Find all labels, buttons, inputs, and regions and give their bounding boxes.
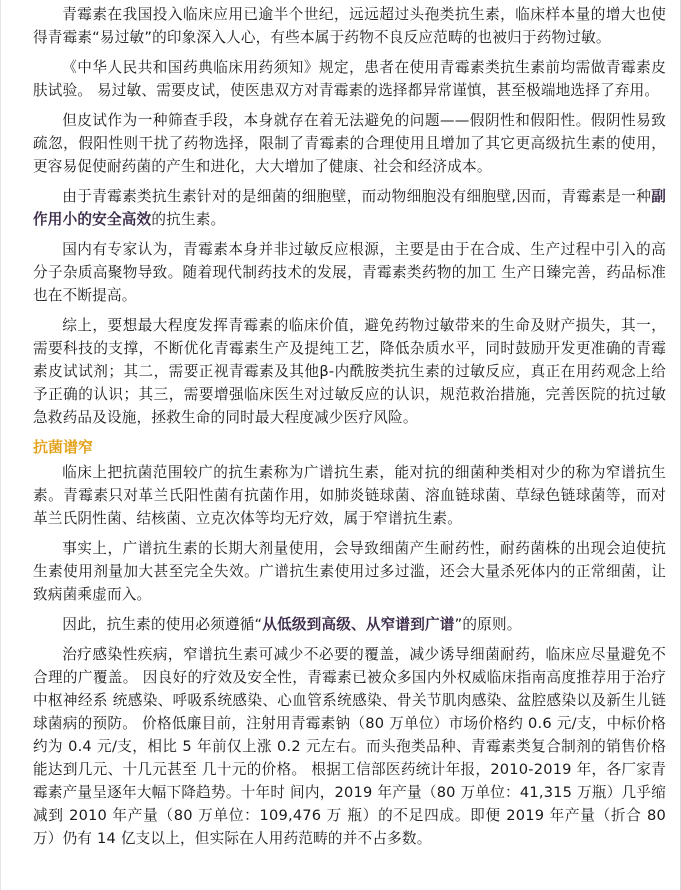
- text-segment: 由于青霉素类抗生素针对的是细菌的细胞壁，而动物细胞没有细胞壁,因而，青霉素是一种: [62, 188, 652, 205]
- paragraph-summary: 综上，要想最大程度发挥青霉素的临床价值，避免药物过敏带来的生命及财产损失，其一， 需要科技的支撑，不断优化青霉素生产及提纯工艺，降低杂质水平，同时鼓励开发更准确的青霉 素皮试试剂；其二，需要正视青霉素及其他β-内酰胺类抗生素的过敏反应，真正在用药观念上给 予正确的认识；其三，需要增强临床医生对过敏反应的认识，规范救治措施，完善医院的抗过敏急救药品及设施，拯救生命的同时最大程度减少医疗风险。: [33, 317, 666, 426]
- paragraph-skin-test-rule: 《中华人民共和国药典临床用药须知》规定，患者在使用青霉素类抗生素前均需做青霉素皮肤试验。 易过敏、需要皮试，使医患双方对青霉素的选择都异常谨慎，甚至极端地选择了弃用。: [33, 59, 666, 99]
- section-heading-narrow-spectrum: 抗菌谱窄: [33, 438, 94, 456]
- paragraph-price-production: 治疗感染性疾病，窄谱抗生素可减少不必要的覆盖，减少诱导细菌耐药，临床应尽量避免不合理的广覆盖。 因良好的疗效及安全性，青霉素已被众多国内外权威临床指南高度推荐用于治疗中枢神经系 统感染、呼吸系统感染、心血管系统感染、骨关节肌肉感染、盆腔感染以及新生儿链球菌病的预防。 价格低廉目前，注射用青霉素钠（80 万单位）市场价格约 0.6 元/支，中标价格约为 0.4 元/支，相比 5 年前仅上涨 0.2 元左右。而头孢类品种、青霉素类复合制剂的销售价格能达到几元、十几元甚至 几十元的价格。 根据工信部医药统计年报，2010-2019 年，各厂家青霉素产量呈逐年大幅下降趋势。十年时 间内，2019 年产量（80 万单位：41,315 万瓶）几乎缩减到 2010 年产量（80 万单位：109,476 万 瓶）的不足四成。即便 2019 年产量（折合 80 万）仍有 14 亿支以上，但实际在人用药范畴的并不占多数。: [33, 646, 666, 847]
- paragraph-history: 青霉素在我国投入临床应用已逾半个世纪，远远超过头孢类抗生素，临床样本量的增大也使得青霉素“易过敏”的印象深入人心，有些本属于药物不良反应范畴的也被归于药物过敏。: [33, 6, 666, 46]
- text-segment: ”的原则。: [454, 616, 522, 633]
- text-segment: 因此，抗生素的使用必须遵循“: [62, 616, 263, 633]
- paragraph-false-results: 但皮试作为一种筛查手段，本身就存在着无法避免的问题——假阴性和假阳性。假阴性易致疏忽，假阳性则干扰了药物选择，限制了青霉素的合理使用且增加了其它更高级抗生素的使用，更容易促使耐药菌的产生和进化，大大增加了健康、社会和经济成本。: [33, 112, 666, 175]
- highlight-safe-effective: 副作用小的安全高效: [33, 188, 666, 228]
- paragraph-cell-wall: [33, 185, 666, 231]
- text-segment: 的抗生素。: [151, 211, 226, 228]
- paragraph-resistance: 事实上，广谱抗生素的长期大剂量使用，会导致细菌产生耐药性，耐药菌株的出现会迫使抗 生素使用剂量加大甚至完全失效。广谱抗生素使用过多过滥，还会大量杀死体内的正常细菌，让 致病菌乘虚而入。: [33, 540, 666, 603]
- paragraph-spectrum-definition: 临床上把抗菌范围较广的抗生素称为广谱抗生素，能对抗的细菌种类相对少的称为窄谱抗生素。青霉素只对革兰氏阳性菌有抗菌作用，如肺炎链球菌、溶血链球菌、草绿色链球菌等，而对 革兰氏阴性菌、结核菌、立克次体等均无疗效，属于窄谱抗生素。: [33, 464, 666, 527]
- paragraph-impurities: 国内有专家认为，青霉素本身并非过敏反应根源，主要是由于在合成、生产过程中引入的高分子杂质高聚物导致。随着现代制药技术的发展，青霉素类药物的加工 生产日臻完善，药品标准也在不断提高。: [33, 241, 666, 304]
- paragraph-principle: [33, 613, 666, 636]
- highlight-principle: 从低级到高级、从窄谱到广谱: [262, 616, 455, 633]
